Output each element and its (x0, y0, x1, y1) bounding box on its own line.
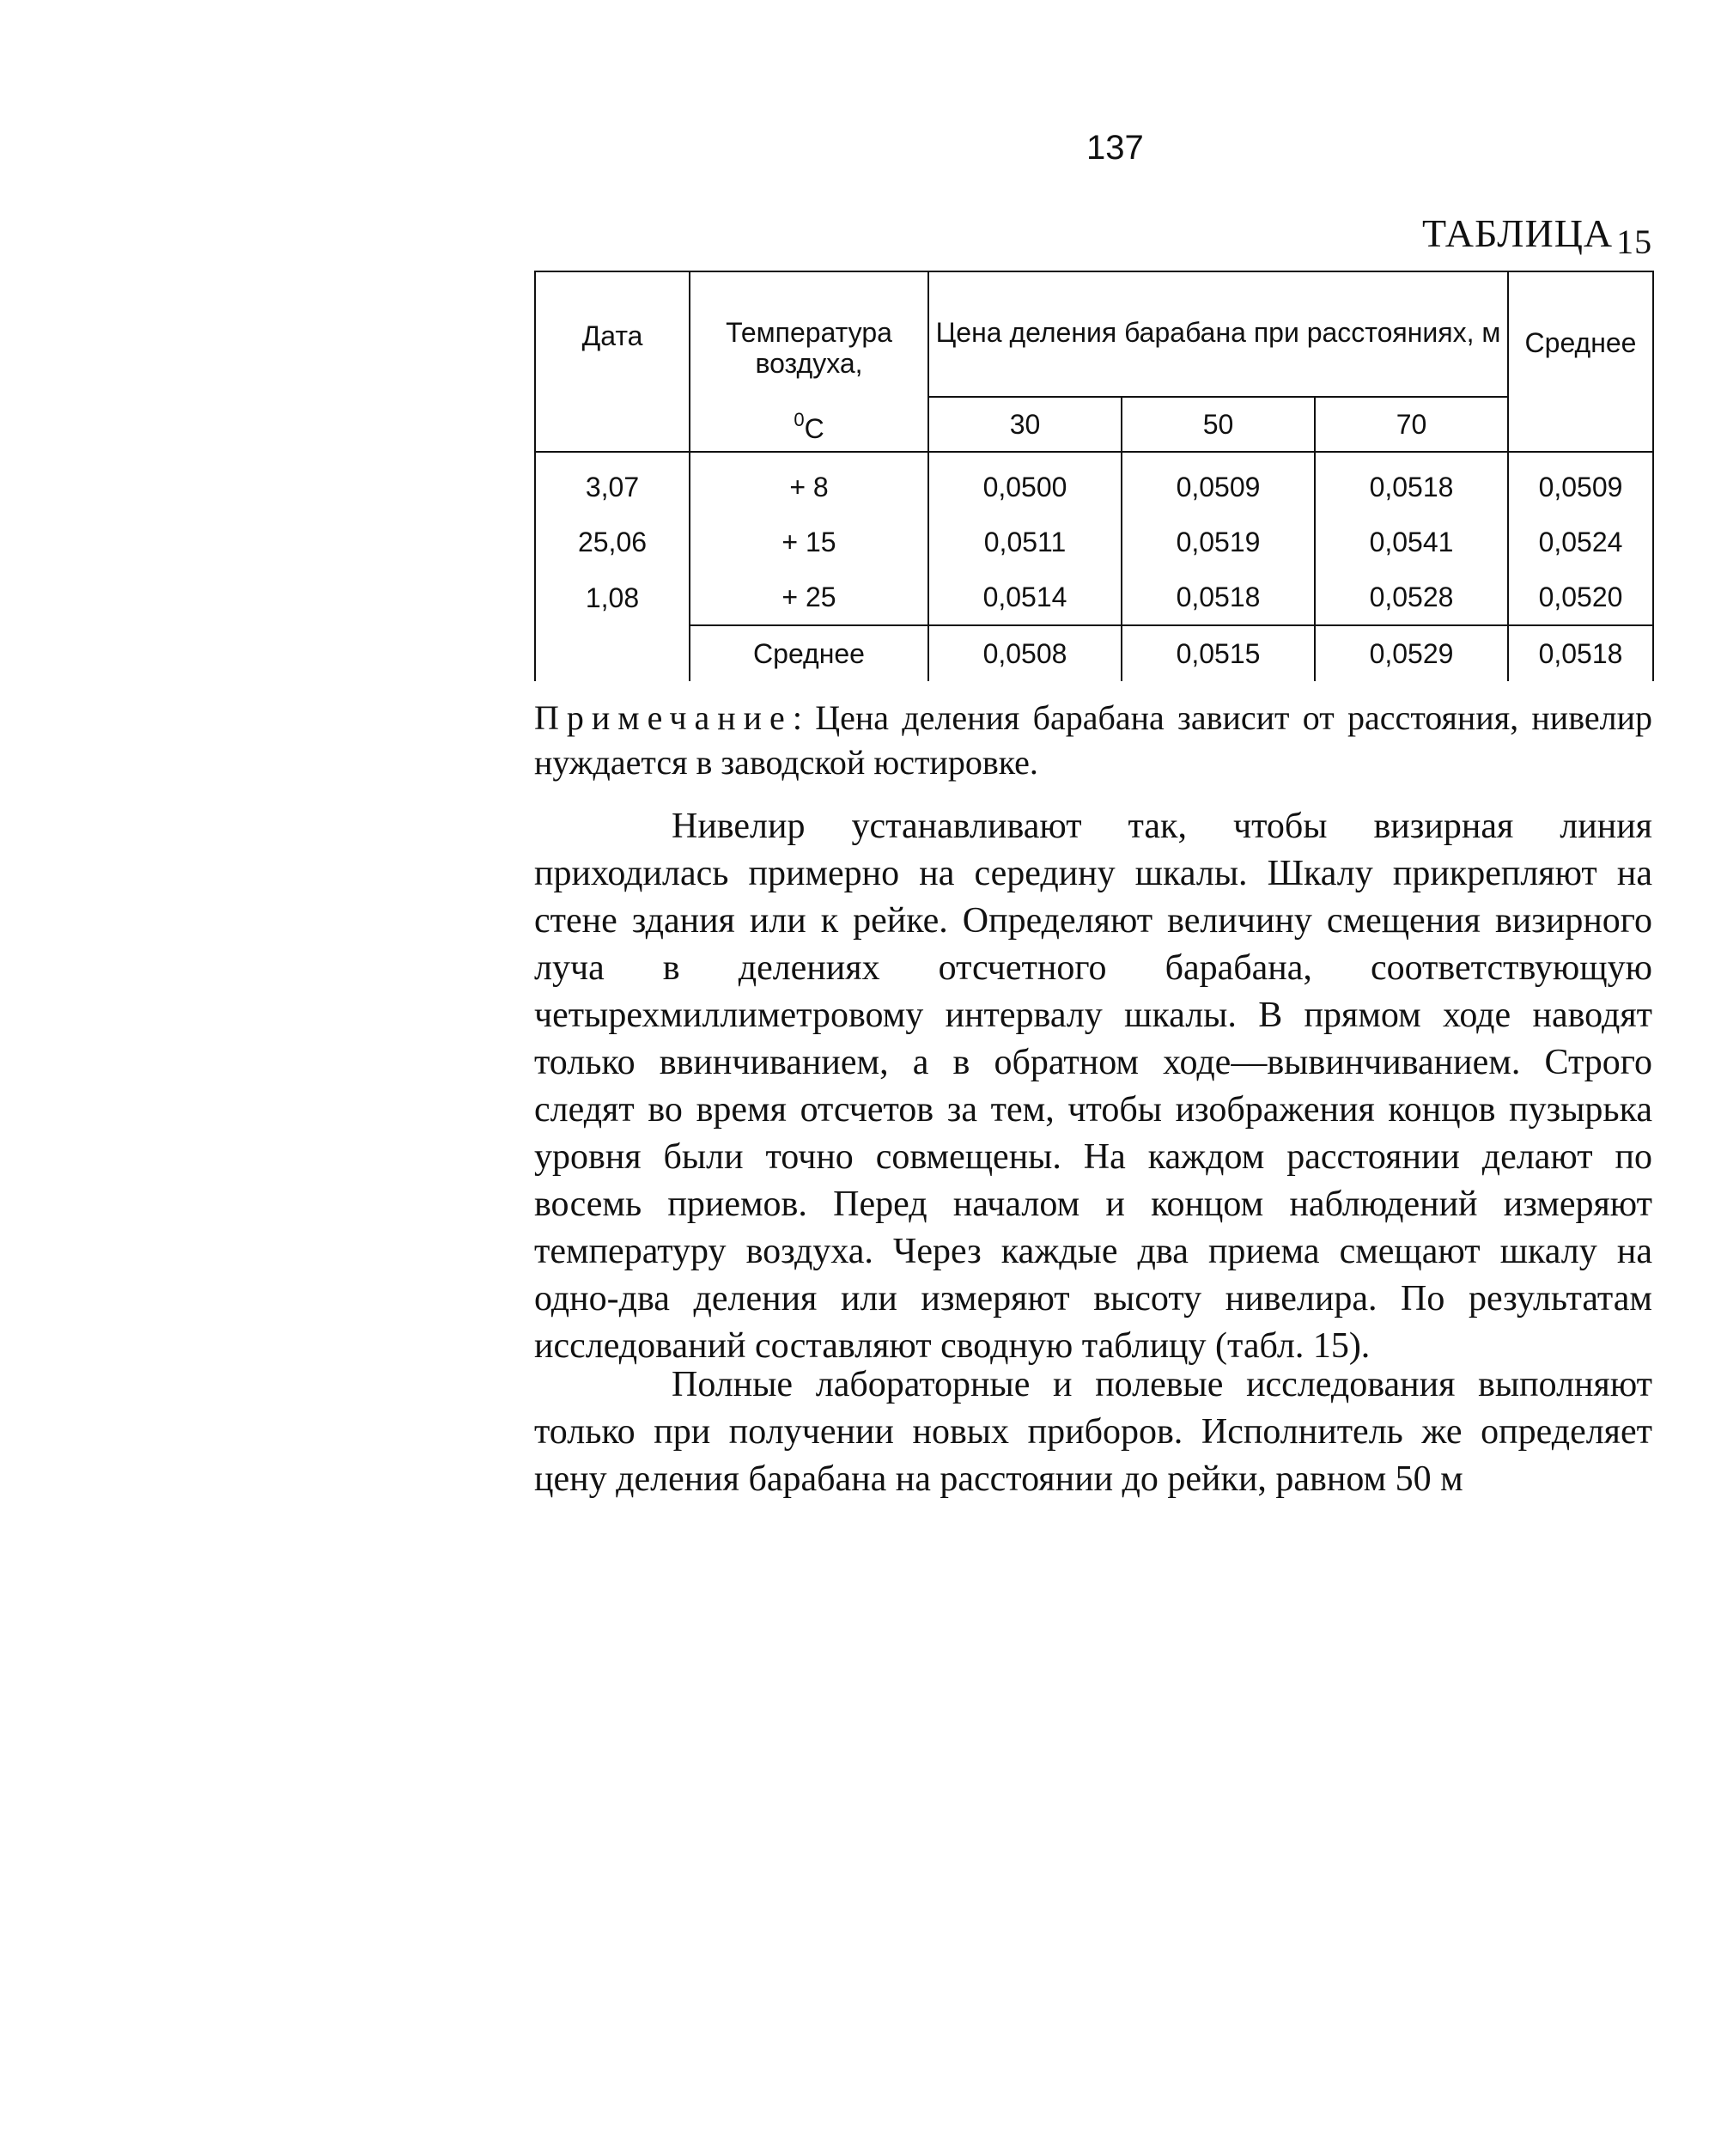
body-paragraph: Полные лабораторные и полевые исследования выполняют только при получении новых приборов. Исполнитель же определяет цену деления барабана на расстоянии до рейки, равном 50 м (534, 1365, 1652, 1499)
cell-d50: 0,0509 (1122, 452, 1315, 515)
table-total-row (535, 625, 1653, 681)
cell-total-d50: 0,0515 (1122, 625, 1315, 681)
header-distance-30: 30 (928, 397, 1122, 452)
degree-superscript: 0 (794, 408, 805, 430)
celsius-letter: C (804, 412, 824, 444)
cell-temperature: + 8 (690, 452, 928, 515)
cell-d70: 0,0541 (1315, 515, 1508, 569)
cell-date: 25,06 (535, 515, 690, 569)
cell-temperature: + 25 (690, 569, 928, 625)
note-label: Примечание (534, 698, 793, 737)
header-distance-70: 70 (1315, 397, 1508, 452)
note-text: : Цена деления барабана зависит от расстояния, нивелир нуждается в заводской юстировке. (534, 698, 1652, 782)
table-note (534, 696, 1652, 785)
cell-total-d30: 0,0508 (928, 625, 1122, 681)
header-date: Дата (535, 271, 690, 452)
cell-blank (535, 625, 690, 681)
cell-d50: 0,0519 (1122, 515, 1315, 569)
table-title-number: 15 (1616, 222, 1653, 261)
cell-average: 0,0509 (1508, 452, 1653, 515)
header-distance-50: 50 (1122, 397, 1315, 452)
cell-d50: 0,0518 (1122, 569, 1315, 625)
cell-date: 3,07 (535, 452, 690, 515)
header-average: Среднее (1508, 271, 1653, 452)
cell-date: 1,08 (535, 569, 690, 625)
table-row (535, 452, 1653, 515)
cell-average: 0,0520 (1508, 569, 1653, 625)
cell-total-label: Среднее (690, 625, 928, 681)
header-temperature-unit (690, 397, 928, 452)
header-temperature: Температура воздуха, (690, 271, 928, 397)
cell-average: 0,0524 (1508, 515, 1653, 569)
table-row (535, 515, 1653, 569)
body-paragraph: Нивелир устанавливают так, чтобы визирная линия приходилась примерно на середину шкалы. Шкалу прикрепляют на стене здания или к рейке. Определяют величину смещения визирного луча в делениях отсчетного барабана, соответствующую четырехмиллиметровому интервалу шкалы. В прямом ходе наводят только ввинчиванием, а в обратном ходе––вывинчиванием. Строго следят во время отсчетов за тем, чтобы изображения концов пузырька уровня были точно совмещены. На каждом расстоянии делают по восемь приемов. Перед началом и концом наблюдений измеряют температуру воздуха. Через каждые два приема смещают шкалу на одно-два деления или измеряют высоту нивелира. По результатам исследований составляют сводную таблицу (табл. 15). (534, 807, 1652, 1366)
table-title (1422, 210, 1653, 261)
page-number: 137 (1086, 129, 1144, 167)
cell-temperature: + 15 (690, 515, 928, 569)
cell-d70: 0,0518 (1315, 452, 1508, 515)
table-title-word: ТАБЛИЦА (1422, 211, 1614, 255)
calibration-table (534, 271, 1654, 681)
cell-d30: 0,0500 (928, 452, 1122, 515)
cell-total-average: 0,0518 (1508, 625, 1653, 681)
cell-d30: 0,0514 (928, 569, 1122, 625)
table-row (535, 569, 1653, 625)
cell-total-d70: 0,0529 (1315, 625, 1508, 681)
header-price-division: Цена деления барабана при расстояниях, м (928, 271, 1508, 397)
cell-d30: 0,0511 (928, 515, 1122, 569)
cell-d70: 0,0528 (1315, 569, 1508, 625)
